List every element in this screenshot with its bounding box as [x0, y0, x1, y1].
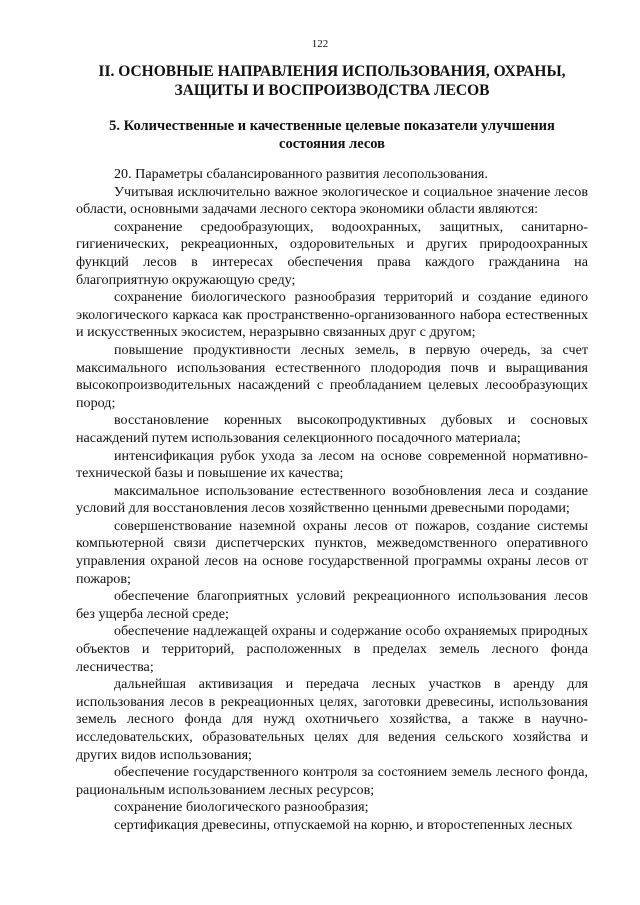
- paragraph: обеспечение государственного контроля за состоянием земель лесного фонда, рациональным использованием лесных ресурсов;: [76, 764, 588, 798]
- paragraph: совершенствование наземной охраны лесов от пожаров, создание системы компьютерной связи диспетчерских пунктов, межведомственного оперативного управления охраной лесов на основе государственной программы охраны лесов от пожаров;: [76, 517, 588, 587]
- paragraph: сохранение средообразующих, водоохранных, защитных, санитарно-гигиенических, рекреационных, оздоровительных и других природоохранных функций лесов в интересах обеспечения права каждого гражданина на благоприятную окружающую среду;: [76, 218, 588, 288]
- paragraph: сохранение биологического разнообразия;: [114, 799, 369, 816]
- paragraph: 20. Параметры сбалансированного развития лесопользования.: [114, 166, 488, 182]
- paragraph: восстановление коренных высокопродуктивных дубовых и сосновых насаждений путем использования селекционного посадочного материала;: [76, 412, 588, 446]
- paragraph: повышение продуктивности лесных земель, в первую очередь, за счет максимального использования естественного плодородия почв и выращивания высокопроизводительных насаждений с преобладанием целевых лесообразующих пород;: [76, 341, 588, 411]
- page-number: 122: [311, 38, 329, 50]
- paragraph: дальнейшая активизация и передача лесных участков в аренду для использования лесов в рекреационных целях, заготовки древесины, использования земель лесного фонда для нужд охотничьего хозяйства, а также в научно-исследовательских, образовательных целях для ведения сельского хозяйства и других видов использования;: [76, 676, 588, 763]
- section-title: II. ОСНОВНЫЕ НАПРАВЛЕНИЯ ИСПОЛЬЗОВАНИЯ, ОХРАНЫ, ЗАЩИТЫ И ВОСПРОИЗВОДСТВА ЛЕСОВ: [98, 63, 566, 99]
- paragraph: обеспечение благоприятных условий рекреационного использования лесов без ущерба лесной среде;: [76, 588, 588, 622]
- paragraph: интенсификация рубок ухода за лесом на основе современной нормативно-технической базы и повышение их качества;: [76, 447, 588, 482]
- subsection-title: 5. Количественные и качественные целевые показатели улучшения состояния лесов: [109, 118, 555, 152]
- paragraph: обеспечение надлежащей охраны и содержание особо охраняемых природных объектов и территорий, расположенных в пределах земель лесного фонда лесничества;: [76, 623, 588, 675]
- body-text: [76, 166, 588, 835]
- paragraph: сохранение биологического разнообразия территорий и создание единого экологического каркаса как пространственно-организованного набора естественных и искусственных экосистем, неразрывно связанных друг с другом;: [76, 289, 588, 341]
- paragraph: Учитывая исключительно важное экологическое и социальное значение лесов области, основными задачами лесного сектора экономики области являются:: [76, 183, 588, 218]
- paragraph: сертификация древесины, отпускаемой на корню, и второстепенных лесных: [114, 816, 573, 833]
- paragraph: максимальное использование естественного возобновления леса и создание условий для восстановления лесов хозяйственно ценными древесными породами;: [76, 482, 588, 517]
